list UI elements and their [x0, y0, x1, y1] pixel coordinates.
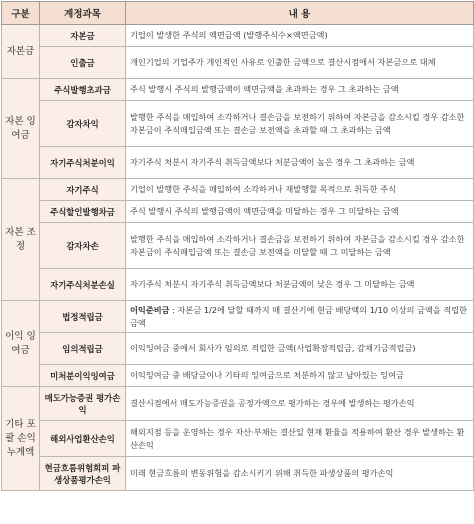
- group-label-capital: 자본금: [2, 25, 40, 79]
- account-description: 기업이 발행한 주식을 매입하여 소각하거나 재발행할 목적으로 취득한 주식: [126, 179, 474, 201]
- table-row: [2, 147, 474, 179]
- account-description: 주식 발행시 주식의 발행금액이 액면금액을 미달하는 경우 그 미달하는 금액: [126, 201, 474, 223]
- account-description: 이익잉여금 중 배당금이나 기타의 잉여금으로 처분하지 않고 남아있는 잉여금: [126, 365, 474, 387]
- header-account: 계정과목: [40, 2, 126, 25]
- group-label-capital-adjustment: 자본 조정: [2, 179, 40, 301]
- table-row: [2, 47, 474, 79]
- table-row: [2, 101, 474, 147]
- group-label-other-comprehensive: 기타 포괄 손익 누계액: [2, 387, 40, 491]
- account-name: 해외사업환산손익: [40, 421, 126, 457]
- table-row: [2, 79, 474, 101]
- account-description: 개인기업의 기업주가 개인적인 사유로 인출한 금액으로 결산시점에서 자본금으로 대체: [126, 47, 474, 79]
- account-name: 법정적립금: [40, 301, 126, 333]
- account-description: 발행한 주식을 매입하여 소각하거나 결손금을 보전하기 위하여 자본금을 감소시킬 경우 감소한 자본금이 주식매입금액 또는 결손금 보전액을 미달할 때 그 미달하는 금액: [126, 223, 474, 269]
- table-row: [2, 457, 474, 491]
- account-description: 자기주식 처분시 자기주식 취득금액보다 처분금액이 낮은 경우 그 미달하는 금액: [126, 269, 474, 301]
- account-name: 주식할인발행차금: [40, 201, 126, 223]
- table-row: [2, 421, 474, 457]
- account-description: 해외지점 등을 운영하는 경우 자산·부채는 결산일 현재 환율을 적용하여 환산 경우 발생하는 환산손익: [126, 421, 474, 457]
- account-description: 이익잉여금 중에서 회사가 임의로 적립한 금액(사업확장적립금, 감채기금적립금): [126, 333, 474, 365]
- account-description: 미래 현금흐름의 변동위험을 감소시키기 위해 취득한 파생상품의 평가손익: [126, 457, 474, 491]
- account-name: 주식발행초과금: [40, 79, 126, 101]
- table-row: [2, 179, 474, 201]
- account-name: 자본금: [40, 25, 126, 47]
- account-description: 결산시점에서 매도가능증권을 공정가액으로 평가하는 경우에 발생하는 평가손익: [126, 387, 474, 421]
- header-row: [2, 2, 474, 25]
- account-name: 미처분이익잉여금: [40, 365, 126, 387]
- table-row: [2, 301, 474, 333]
- account-name: 현금흐름위험회피 파생상품평가손익: [40, 457, 126, 491]
- account-description: [126, 301, 474, 333]
- header-content: 내 용: [126, 2, 474, 25]
- table-row: [2, 201, 474, 223]
- account-name: 자기주식처분이익: [40, 147, 126, 179]
- account-table: [1, 1, 474, 491]
- table-row: [2, 333, 474, 365]
- account-description: 발행한 주식을 매입하여 소각하거나 결손금을 보전하기 위하여 자본금을 감소시킬 경우 감소한 자본금이 주식매입금액 또는 결손금 보전액을 초과할 때 그 초과하는 금액: [126, 101, 474, 147]
- account-name: 감자차손: [40, 223, 126, 269]
- account-description: 자기주식 처분시 자기주식 취득금액보다 처분금액이 높은 경우 그 초과하는 금액: [126, 147, 474, 179]
- table-row: [2, 365, 474, 387]
- header-category: 구분: [2, 2, 40, 25]
- account-name: 인출금: [40, 47, 126, 79]
- description-term: 이익준비금: [130, 304, 170, 315]
- table-row: [2, 269, 474, 301]
- account-description: 기업이 발생한 주식의 액면금액 (발행주식수×액면금액): [126, 25, 474, 47]
- account-name: 감자차익: [40, 101, 126, 147]
- account-name: 자기주식처분손실: [40, 269, 126, 301]
- account-description: 주식 발행시 주식의 발행금액이 액면금액을 초과하는 경우 그 초과하는 금액: [126, 79, 474, 101]
- table-row: [2, 25, 474, 47]
- account-name: 매도가능증권 평가손익: [40, 387, 126, 421]
- account-name: 자기주식: [40, 179, 126, 201]
- description-text: : 자본금 1/2에 달할 때까지 매 결산기에 현금 배당액의 1/10 이상의 금액을 적립한 금액: [130, 304, 468, 328]
- table-row: [2, 223, 474, 269]
- account-name: 임의적립금: [40, 333, 126, 365]
- group-label-retained-earnings: 이익 잉여금: [2, 301, 40, 387]
- group-label-capital-surplus: 자본 잉여금: [2, 79, 40, 179]
- table-row: [2, 387, 474, 421]
